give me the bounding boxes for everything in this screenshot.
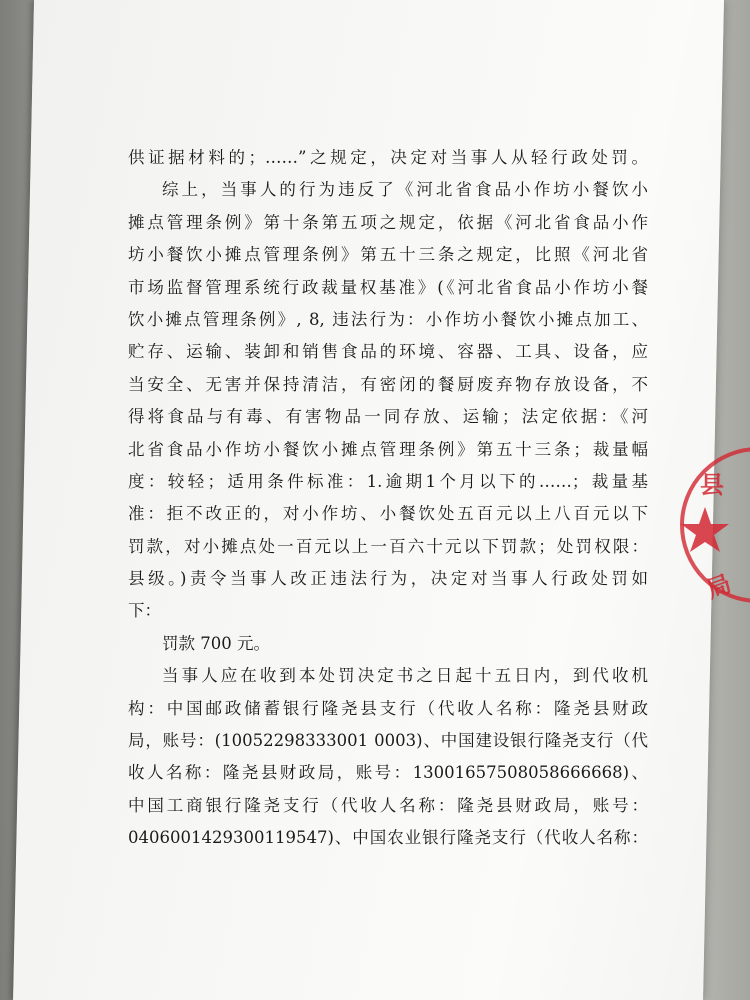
document-line: 当事人应在收到本处罚决定书之日起十五日内，到代收机 [162,666,648,686]
document-line: 0406001429300119547)、中国农业银行隆尧支行（代收人名称： [128,828,648,848]
document-line: 准：拒不改正的，对小作坊、小餐饮处五百元以上八百元以下 [128,504,648,524]
seal-char: 局 [702,569,735,605]
document-line: 贮存、运输、装卸和销售食品的环境、容器、工具、设备，应 [128,342,648,362]
seal-char: 县 [700,471,724,499]
document-line: 构：中国邮政储蓄银行隆尧县支行（代收人名称：隆尧县财政 [128,698,648,718]
official-seal [678,445,750,615]
document-line: 收人名称：隆尧县财政局，账号：13001657508058666668)、 [128,763,648,783]
document-line: 北省食品小作坊小餐饮小摊点管理条例》第五十三条；裁量幅 [128,439,648,459]
document-line: 度：较轻；适用条件标准：1.逾期1个月以下的……；裁量基 [128,471,648,491]
document-line: 饮小摊点管理条例》, 8, 违法行为：小作坊小餐饮小摊点加工、 [128,309,648,329]
document-line: 坊小餐饮小摊点管理条例》第五十三条之规定，比照《河北省 [128,245,648,265]
document-line: 供证据材料的；……”之规定，决定对当事人从轻行政处罚。 [128,148,648,167]
document-line: 得将食品与有毒、有害物品一同存放、运输；法定依据：《河 [128,407,648,427]
document-line: 摊点管理条例》第十条第五项之规定，依据《河北省食品小作 [128,212,648,232]
document-line: 市场监督管理系统行政裁量权基准》(《河北省食品小作坊小餐 [128,277,648,297]
document-line: 当安全、无害并保持清洁，有密闭的餐厨废弃物存放设备，不 [128,374,648,394]
document-line: 局，账号：(10052298333001 0003)、中国建设银行隆尧支行（代 [128,731,648,751]
document-body [128,142,648,855]
document-line: 县级。)责令当事人改正违法行为，决定对当事人行政处罚如 [128,569,648,589]
fine-amount-line: 罚款 700 元。 [162,633,270,653]
document-line: 综上，当事人的行为违反了《河北省食品小作坊小餐饮小 [162,180,648,200]
document-line: 中国工商银行隆尧支行（代收人名称：隆尧县财政局，账号： [128,795,648,815]
document-line: 下： [128,601,161,621]
document-line: 罚款，对小摊点处一百元以上一百六十元以下罚款；处罚权限： [128,536,648,556]
